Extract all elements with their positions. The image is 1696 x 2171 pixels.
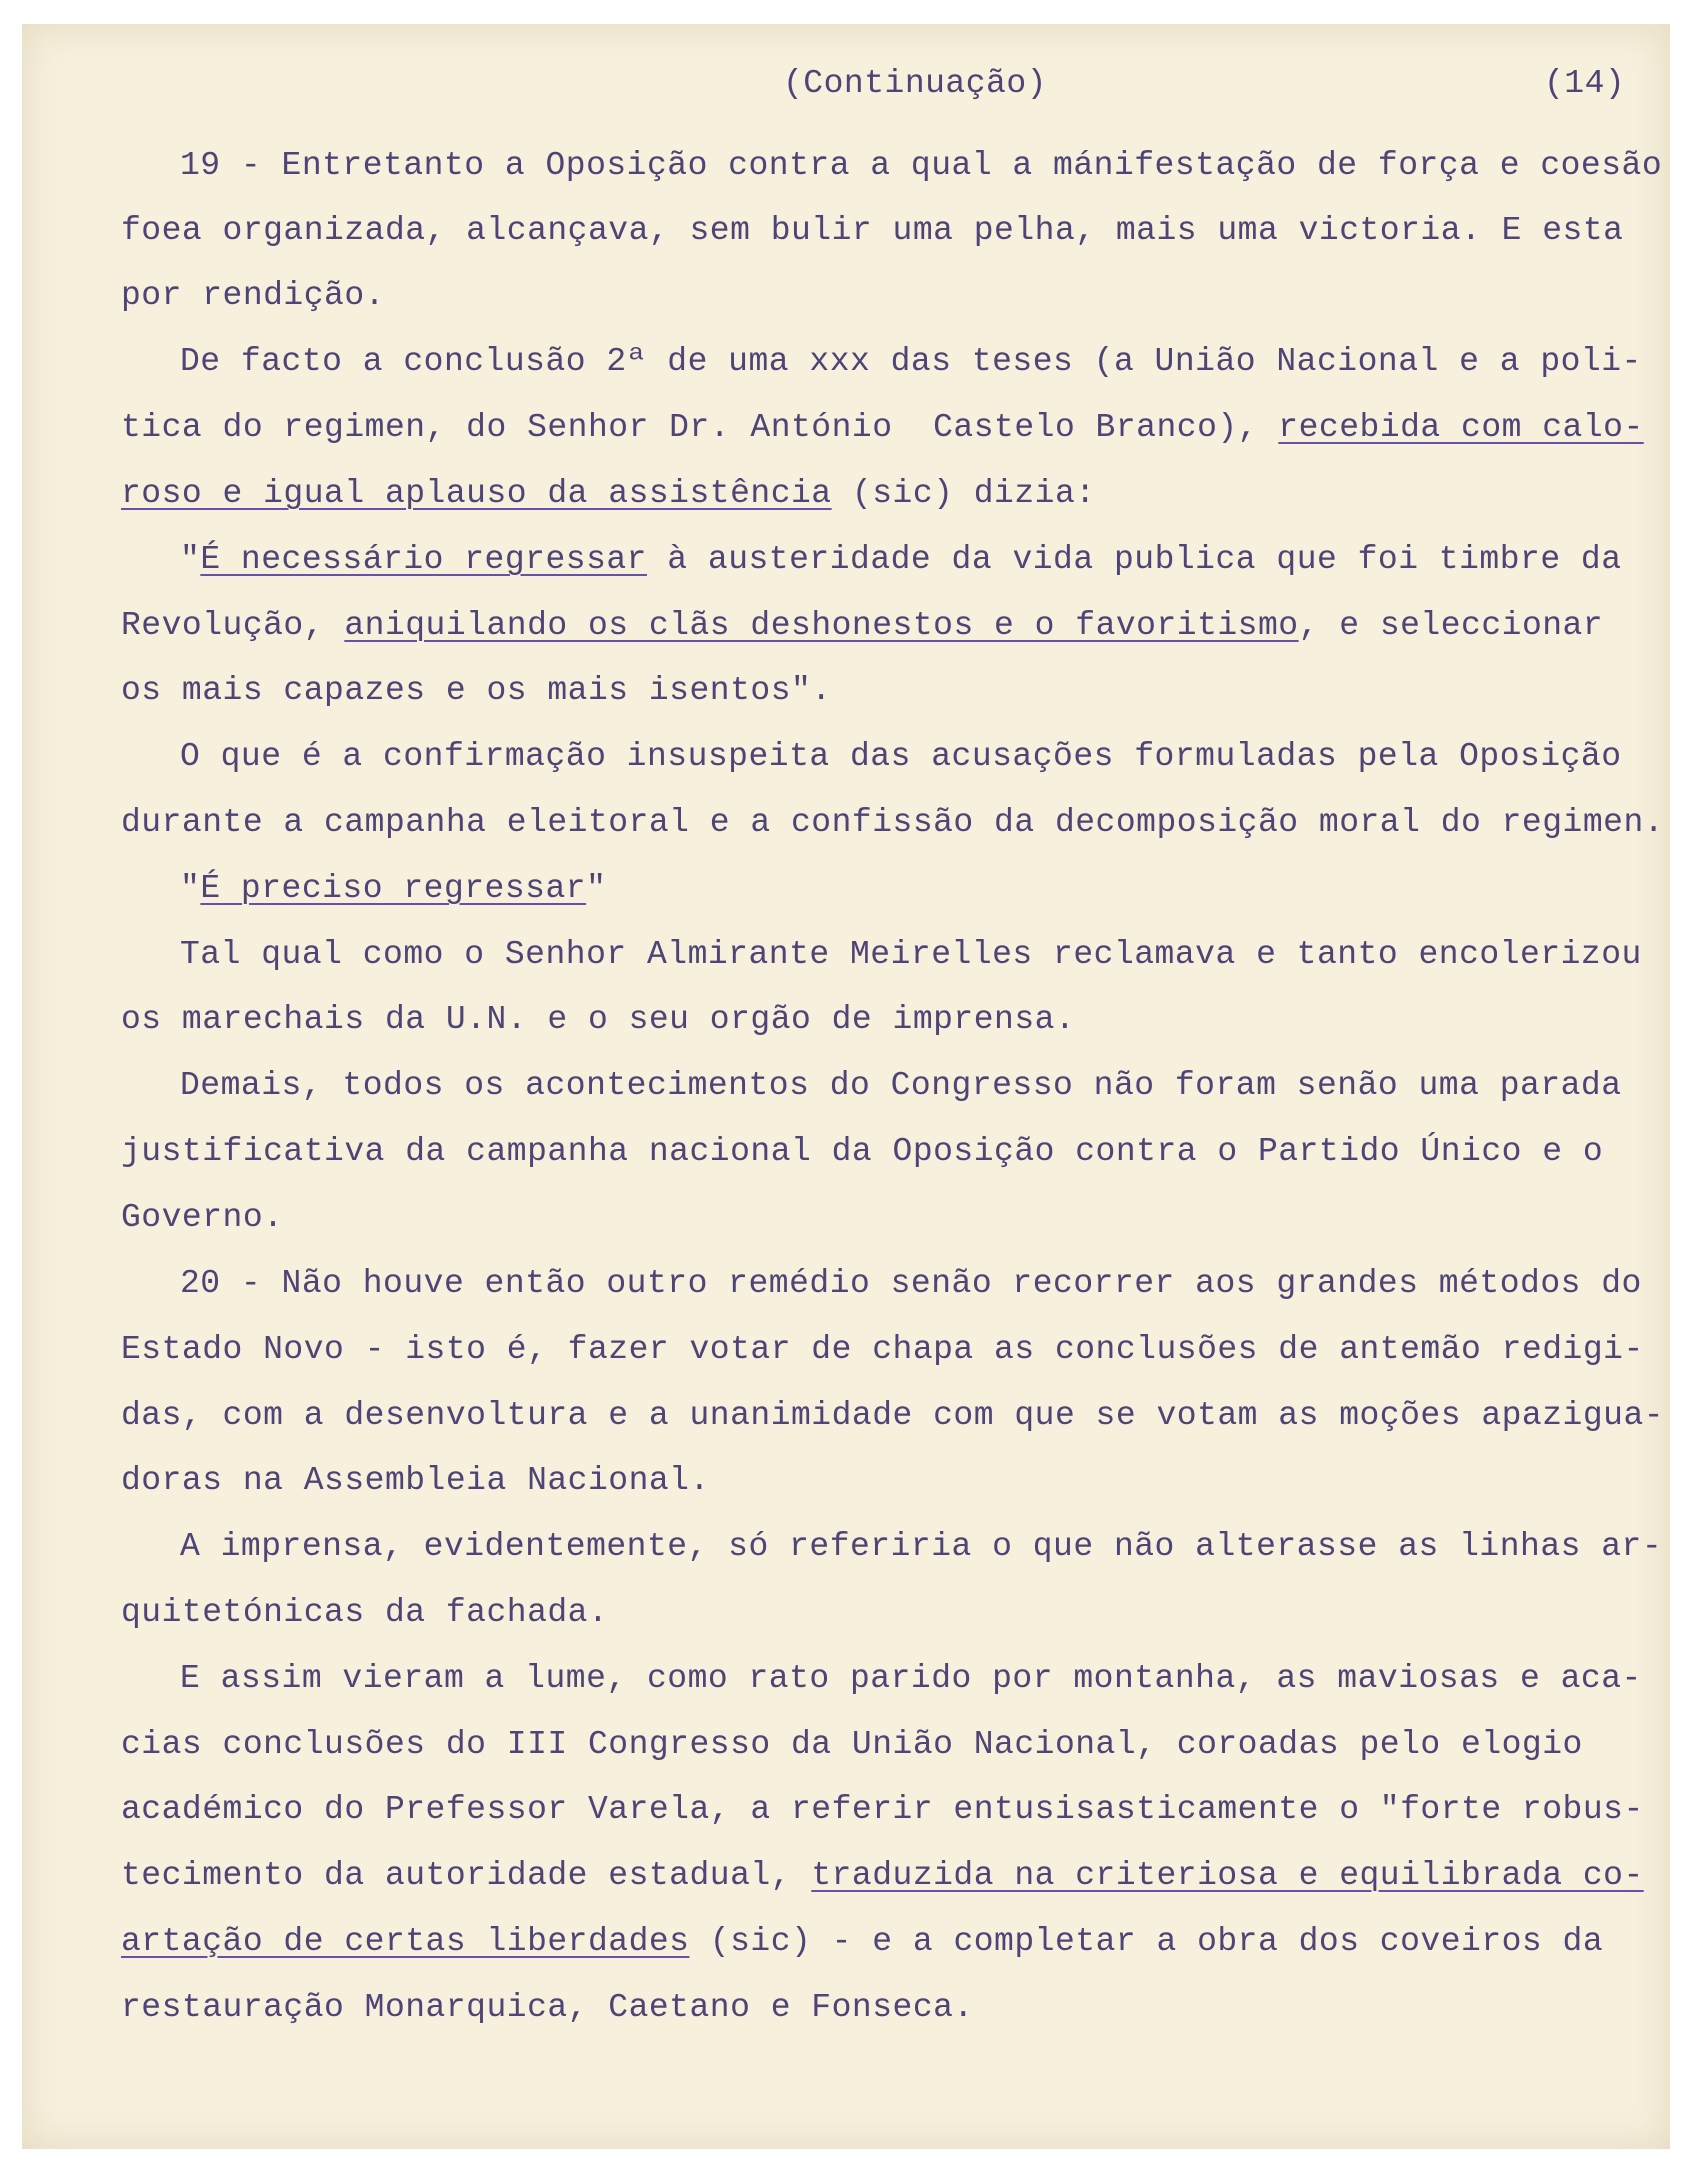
- text-line-1: 19 - Entretanto a Oposição contra a qual a mánifestação de força e coesão: [180, 147, 1663, 184]
- text-line-13: Tal qual como o Senhor Almirante Meirelles reclamava e tanto encolerizou: [180, 936, 1642, 973]
- underlined-phrase: É necessário regressar: [200, 541, 647, 578]
- text-line-2: foea organizada, alcançava, sem bulir uma pelha, mais uma victoria. E esta: [121, 212, 1624, 249]
- text-line-8: Revolução, aniquilando os clãs deshonestos e o favoritismo, e seleccionar: [121, 607, 1604, 644]
- text-line-9: os mais capazes e os mais isentos".: [121, 672, 832, 709]
- text-line-6: roso e igual aplauso da assistência (sic) dizia:: [121, 475, 1096, 512]
- page-number: (14): [1544, 65, 1626, 102]
- text-line-17: Governo.: [121, 1199, 284, 1236]
- text-line-28: artação de certas liberdades (sic) - e a completar a obra dos coveiros da: [121, 1923, 1604, 1960]
- text-line-14: os marechais da U.N. e o seu orgão de imprensa.: [121, 1001, 1076, 1038]
- text-line-22: A imprensa, evidentemente, só referiria o que não alterasse as linhas ar-: [180, 1528, 1663, 1565]
- text-line-11: durante a campanha eleitoral e a confissão da decomposição moral do regimen.: [121, 804, 1665, 841]
- text-line-19: Estado Novo - isto é, fazer votar de chapa as conclusões de antemão redigi-: [121, 1331, 1644, 1368]
- text-line-29: restauração Monarquica, Caetano e Fonseca.: [121, 1989, 974, 2026]
- underlined-phrase: É preciso regressar: [200, 870, 587, 907]
- text-line-12: "É preciso regressar": [180, 870, 607, 907]
- text-line-10: O que é a confirmação insuspeita das acusações formuladas pela Oposição: [180, 738, 1622, 775]
- text-line-15: Demais, todos os acontecimentos do Congresso não foram senão uma parada: [180, 1067, 1622, 1104]
- underlined-phrase: traduzida na criteriosa e equilibrada co-: [811, 1857, 1644, 1894]
- text-line-26: académico do Prefessor Varela, a referir entusisasticamente o "forte robus-: [121, 1791, 1644, 1828]
- text-line-7: "É necessário regressar à austeridade da vida publica que foi timbre da: [180, 541, 1622, 578]
- underlined-phrase: recebida com calo-: [1278, 409, 1644, 446]
- text-line-4: De facto a conclusão 2ª de uma xxx das teses (a União Nacional e a poli-: [180, 343, 1642, 380]
- text-line-27: tecimento da autoridade estadual, traduzida na criteriosa e equilibrada co-: [121, 1857, 1644, 1894]
- text-line-18: 20 - Não houve então outro remédio senão recorrer aos grandes métodos do: [180, 1265, 1642, 1302]
- page-header-title: (Continuação): [783, 65, 1047, 102]
- text-line-23: quitetónicas da fachada.: [121, 1594, 609, 1631]
- underlined-phrase: roso e igual aplauso da assistência: [121, 475, 832, 512]
- text-line-24: E assim vieram a lume, como rato parido por montanha, as maviosas e aca-: [180, 1660, 1642, 1697]
- text-line-21: doras na Assembleia Nacional.: [121, 1462, 710, 1499]
- text-line-3: por rendição.: [121, 277, 385, 314]
- text-line-25: cias conclusões do III Congresso da União Nacional, coroadas pelo elogio: [121, 1726, 1583, 1763]
- underlined-phrase: aniquilando os clãs deshonestos e o favoritismo: [344, 607, 1299, 644]
- underlined-phrase: artação de certas liberdades: [121, 1923, 690, 1960]
- text-line-20: das, com a desenvoltura e a unanimidade com que se votam as moções apazigua-: [121, 1397, 1665, 1434]
- text-line-16: justificativa da campanha nacional da Oposição contra o Partido Único e o: [121, 1133, 1604, 1170]
- text-line-5: tica do regimen, do Senhor Dr. António Castelo Branco), recebida com calo-: [121, 409, 1644, 446]
